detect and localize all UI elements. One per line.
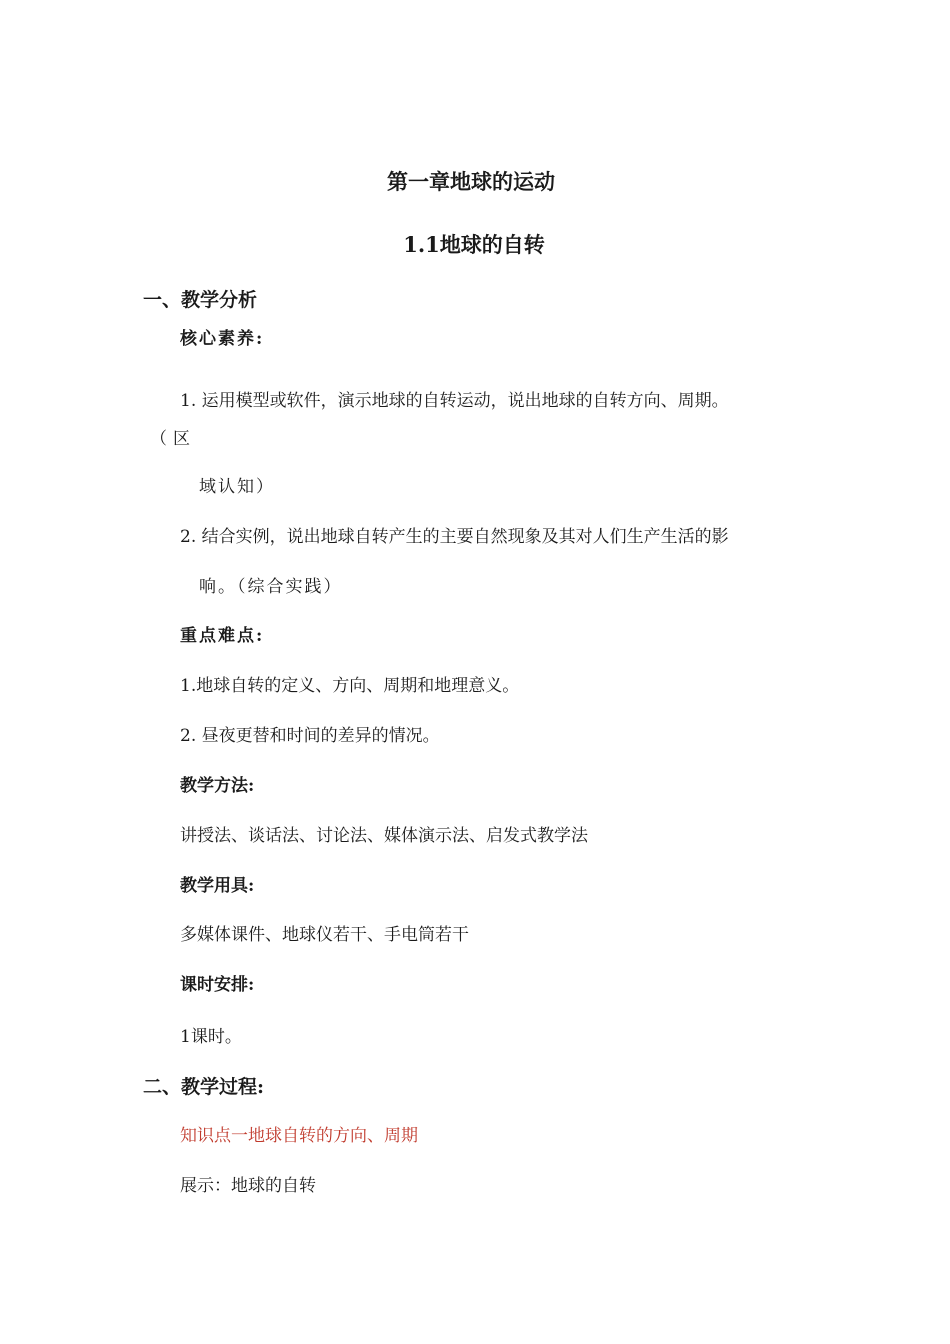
schedule-heading: 课时安排: (180, 975, 255, 995)
methods-heading: 教学方法: (180, 776, 255, 796)
tools-text: 多媒体课件、地球仪若干、手电筒若干 (180, 925, 469, 945)
tools-heading: 教学用具: (180, 876, 255, 896)
part2-heading: 二、教学过程: (143, 1076, 265, 1098)
key-points-heading: 重点难点: (180, 626, 265, 646)
core-item1-line1: 1. 运用模型或软件，演示地球的自转运动，说出地球的自转方向、周期。 (180, 391, 729, 411)
key-item1: 1.地球自转的定义、方向、周期和地理意义。 (180, 676, 520, 696)
core-item2-line2: 响。（综合实践） (199, 577, 343, 597)
part1-heading: 一、教学分析 (143, 289, 258, 311)
core-literacy-heading: 核心素养: (180, 329, 265, 349)
schedule-text: 1课时。 (180, 1027, 242, 1047)
core-item2-line1: 2. 结合实例，说出地球自转产生的主要自然现象及其对人们生产生活的影 (180, 527, 729, 547)
display-text: 展示：地球的自转 (180, 1176, 316, 1196)
methods-text: 讲授法、谈话法、讨论法、媒体演示法、启发式教学法 (180, 826, 588, 846)
section-title: 1.1地球的自转 (403, 232, 545, 257)
core-item1-line2: （区 (150, 429, 196, 449)
chapter-title: 第一章地球的运动 (387, 169, 555, 194)
knowledge-point1: 知识点一地球自转的方向、周期 (180, 1126, 418, 1146)
core-item1-line3: 域认知） (199, 477, 275, 497)
key-item2: 2. 昼夜更替和时间的差异的情况。 (180, 726, 440, 746)
